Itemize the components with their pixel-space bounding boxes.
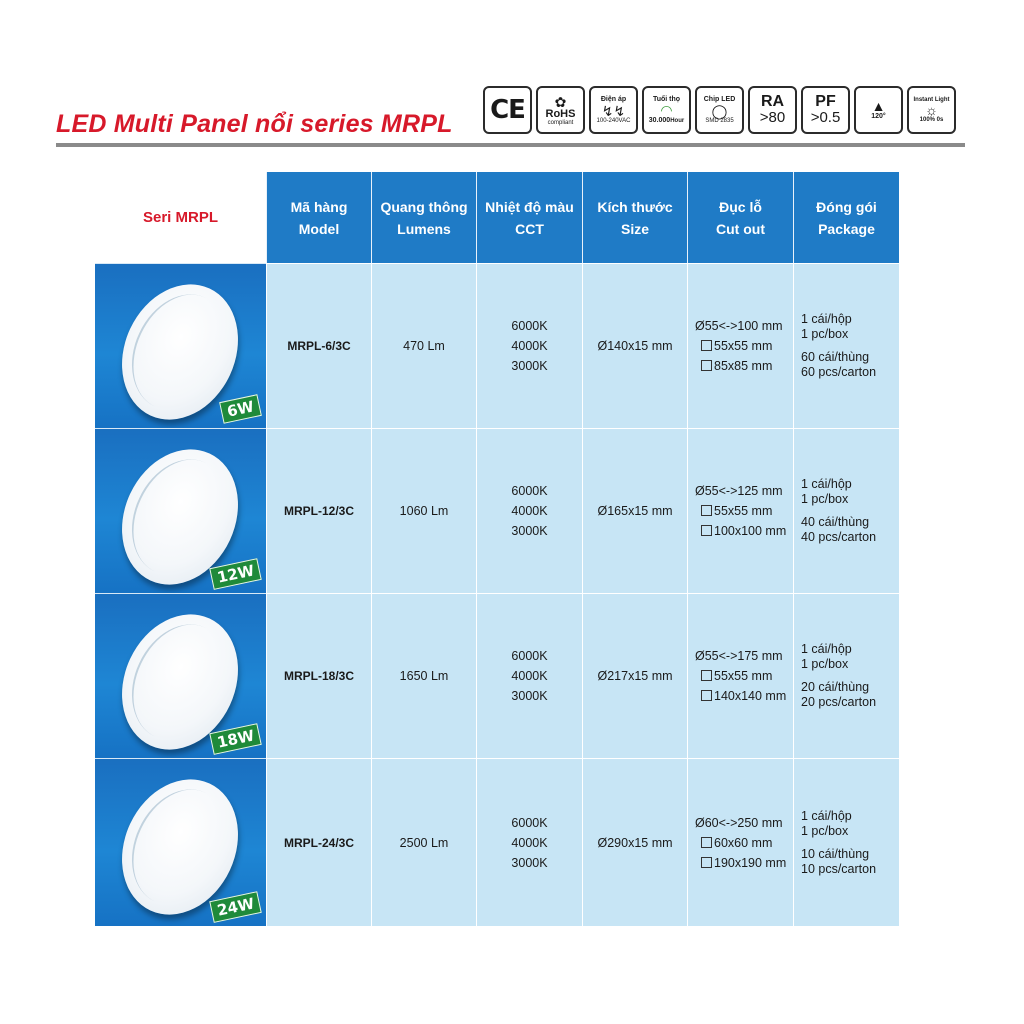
lumens-cell	[371, 428, 476, 593]
header-line1: Kích thước	[597, 198, 673, 215]
beam-angle-icon: ▲	[871, 98, 886, 115]
package-line: 20 cái/thùng	[801, 680, 870, 694]
cct-value: 3000K	[511, 689, 548, 703]
header-model	[266, 172, 371, 263]
lumens-cell	[371, 593, 476, 758]
product-image	[95, 263, 266, 428]
package-line: 60 pcs/carton	[801, 365, 877, 379]
cct-cell	[476, 263, 582, 428]
cct-value: 6000K	[511, 319, 548, 333]
cct-value: 4000K	[511, 504, 548, 518]
size-value: Ø290x15 mm	[597, 835, 673, 850]
cutout-round: Ø55<->100 mm	[695, 319, 783, 333]
package-line: 10 cái/thùng	[801, 846, 870, 861]
package-line: 1 pc/box	[801, 657, 849, 671]
cutout-square: 100x100 mm	[714, 524, 787, 538]
lifetime-label: Tuổi thọ	[652, 95, 681, 103]
voltage-badge	[589, 86, 638, 134]
chip-label: Chip LED	[703, 96, 736, 104]
instant-light-badge	[907, 86, 956, 134]
instant-pct: 100%	[919, 117, 935, 123]
lumens-value: 1650 Lm	[399, 669, 449, 683]
lumens-cell	[371, 758, 476, 926]
title-divider	[56, 143, 965, 147]
package-line: 1 pc/box	[801, 823, 849, 838]
model-value: MRPL-24/3C	[283, 835, 354, 850]
lumens-cell	[371, 263, 476, 428]
header-line2: Cut out	[716, 220, 765, 237]
cutout-cell	[687, 263, 793, 428]
square-icon	[701, 360, 712, 371]
square-icon	[701, 690, 712, 701]
package-line: 1 pc/box	[801, 327, 849, 341]
cct-cell	[476, 593, 582, 758]
pf-value: >0.5	[810, 109, 841, 127]
size-cell	[582, 593, 687, 758]
cutout-square: 190x190 mm	[714, 855, 787, 870]
model-cell	[266, 263, 371, 428]
leaf-icon: ✿	[554, 93, 567, 110]
instant-label: Instant Light	[913, 97, 950, 103]
model-value: MRPL-6/3C	[287, 339, 351, 353]
cct-value: 3000K	[511, 524, 548, 538]
size-cell	[582, 428, 687, 593]
instant-time: 0s	[936, 117, 944, 123]
cutout-cell	[687, 758, 793, 926]
cutout-round: Ø60<->250 mm	[695, 815, 783, 830]
product-image	[95, 428, 266, 593]
header-line1: Quang thông	[380, 198, 468, 215]
cct-cell	[476, 428, 582, 593]
square-icon	[701, 525, 712, 536]
header-line2: Model	[298, 220, 340, 237]
voltage-value: 100-240VAC	[596, 117, 631, 124]
bulb-icon: ◯	[711, 102, 728, 119]
header-line2: Lumens	[397, 220, 451, 237]
cutout-square: 140x140 mm	[714, 689, 787, 703]
cutout-cell	[687, 428, 793, 593]
watt-badge: 24W	[209, 891, 262, 923]
ra-value: >80	[759, 109, 786, 127]
sun-icon: ☼	[925, 102, 938, 118]
square-icon	[701, 837, 712, 848]
series-label: Seri MRPL	[95, 172, 266, 263]
size-cell	[582, 758, 687, 926]
cct-cell	[476, 758, 582, 926]
square-icon	[701, 857, 712, 868]
beam-angle-badge	[854, 86, 903, 134]
lumens-value: 1060 Lm	[399, 504, 449, 518]
product-image	[95, 593, 266, 758]
rohs-badge	[536, 86, 585, 134]
watt-badge: 12W	[209, 558, 262, 590]
header-line2: CCT	[515, 220, 544, 237]
lumens-value: 2500 Lm	[399, 835, 449, 850]
cct-value: 6000K	[511, 649, 548, 663]
package-line: 60 cái/thùng	[801, 350, 870, 364]
package-line: 1 cái/hộp	[801, 642, 852, 656]
cutout-round: Ø55<->125 mm	[695, 484, 783, 498]
chip-badge	[695, 86, 744, 134]
cutout-round: Ø55<->175 mm	[695, 649, 783, 663]
cutout-square: 55x55 mm	[714, 669, 773, 683]
lifetime-value: 30.000	[648, 117, 671, 124]
gauge-icon: ◠	[660, 102, 673, 118]
lumens-value: 470 Lm	[403, 339, 445, 353]
cct-value: 4000K	[511, 669, 548, 683]
package-line: 1 cái/hộp	[801, 477, 852, 491]
package-cell	[793, 593, 899, 758]
product-image	[95, 758, 266, 926]
package-line: 20 pcs/carton	[801, 695, 877, 709]
header-line1: Đóng gói	[816, 198, 877, 215]
ce-badge	[483, 86, 532, 134]
model-cell	[266, 428, 371, 593]
header-line1: Mã hàng	[290, 198, 348, 215]
spec-table	[95, 172, 899, 926]
rohs-label: RoHS	[545, 107, 576, 120]
size-value: Ø217x15 mm	[597, 669, 673, 683]
cct-value: 4000K	[511, 339, 548, 353]
pf-badge	[801, 86, 850, 134]
lifetime-unit: Hour	[670, 118, 685, 124]
model-cell	[266, 758, 371, 926]
rohs-sub: compliant	[547, 119, 574, 126]
header-cutout	[687, 172, 793, 263]
beam-angle-value: 120°	[871, 113, 886, 121]
square-icon	[701, 505, 712, 516]
pf-label: PF	[815, 93, 836, 111]
cct-value: 3000K	[511, 359, 548, 373]
package-cell	[793, 263, 899, 428]
size-cell	[582, 263, 687, 428]
cutout-square: 60x60 mm	[714, 835, 773, 850]
header-line2: Size	[620, 220, 649, 237]
lightning-icon: ↯↯	[601, 102, 626, 119]
size-value: Ø165x15 mm	[597, 504, 673, 518]
package-line: 1 cái/hộp	[801, 312, 852, 326]
package-cell	[793, 428, 899, 593]
ce-mark: CE	[490, 95, 525, 125]
cutout-square: 55x55 mm	[714, 339, 773, 353]
header-cct	[476, 172, 582, 263]
square-icon	[701, 340, 712, 351]
header-line1: Đục lỗ	[719, 198, 762, 215]
cct-value: 6000K	[511, 484, 548, 498]
size-value: Ø140x15 mm	[597, 339, 673, 353]
header-lumens	[371, 172, 476, 263]
voltage-label: Điện áp	[600, 96, 627, 104]
cutout-square: 55x55 mm	[714, 504, 773, 518]
cutout-cell	[687, 593, 793, 758]
package-line: 10 pcs/carton	[801, 861, 877, 876]
package-line: 40 pcs/carton	[801, 530, 877, 544]
watt-badge: 6W	[219, 394, 262, 424]
model-cell	[266, 593, 371, 758]
ra-badge	[748, 86, 797, 134]
watt-badge: 18W	[209, 723, 262, 755]
package-line: 1 pc/box	[801, 492, 849, 506]
square-icon	[701, 670, 712, 681]
header-size	[582, 172, 687, 263]
package-cell	[793, 758, 899, 926]
header-package	[793, 172, 899, 263]
header-line1: Nhiệt độ màu	[485, 198, 574, 215]
chip-value: SMD 2835	[705, 117, 734, 124]
certification-badges	[483, 86, 956, 134]
model-value: MRPL-18/3C	[283, 669, 354, 683]
page-title: LED Multi Panel nổi series MRPL	[56, 110, 453, 138]
cct-value: 6000K	[511, 815, 548, 830]
lifetime-badge	[642, 86, 691, 134]
header-line2: Package	[818, 220, 875, 237]
package-line: 40 cái/thùng	[801, 515, 870, 529]
cct-value: 4000K	[511, 835, 548, 850]
model-value: MRPL-12/3C	[283, 504, 354, 518]
ra-label: RA	[760, 93, 785, 111]
cct-value: 3000K	[511, 855, 548, 870]
package-line: 1 cái/hộp	[801, 808, 852, 823]
cutout-square: 85x85 mm	[714, 359, 773, 373]
